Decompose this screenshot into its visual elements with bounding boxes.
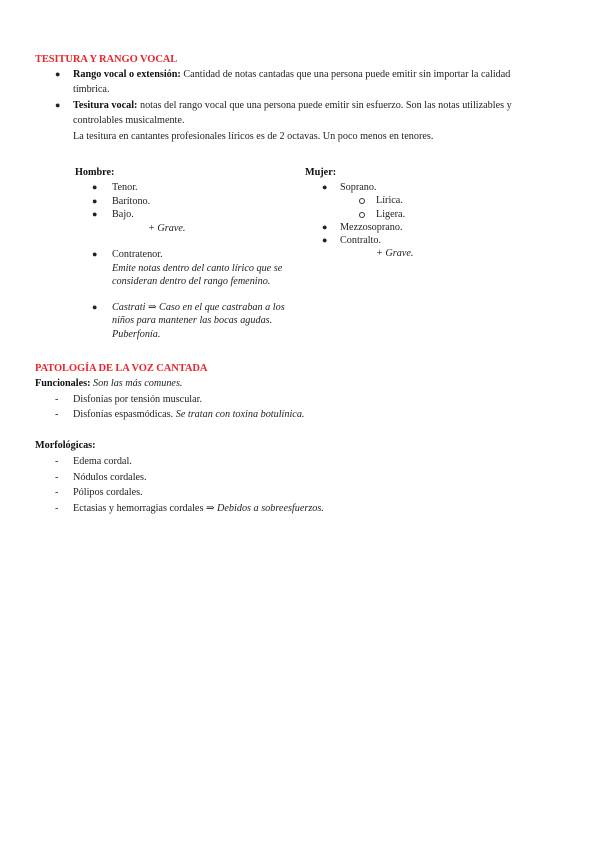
bullet-icon: ● [92, 249, 98, 259]
tesitura-vocal-line2: controlables musicalmente. [73, 115, 185, 126]
arrow-icon: ⇒ [205, 503, 215, 514]
dash-icon: - [55, 394, 59, 405]
dash-icon: - [55, 503, 59, 514]
morfologica-item-2: Nódulos cordales. [73, 472, 147, 483]
bullet-icon: ● [92, 302, 98, 312]
bullet-icon: ● [92, 182, 98, 192]
morfologica-item-4-text: Ectasias y hemorragias cordales [73, 503, 204, 514]
arrow-icon: ⇒ [147, 302, 157, 313]
soprano-ligera: Ligera. [376, 209, 406, 220]
mujer-grave-note: + Grave. [376, 248, 414, 259]
hombre-heading: Hombre: [75, 167, 115, 178]
dash-icon: - [55, 487, 59, 498]
funcional-item-2-note: Se tratan con toxina botulínica. [175, 409, 305, 420]
voice-soprano: Soprano. [340, 182, 377, 193]
hollow-bullet-icon [359, 198, 365, 204]
morfologica-item-3: Pólipos cordales. [73, 487, 143, 498]
voice-bajo: Bajo. [112, 209, 134, 220]
morfologica-item-4 [73, 503, 324, 514]
voice-mezzosoprano: Mezzosoprano. [340, 222, 403, 233]
funcional-item-1: Disfonías por tensión muscular. [73, 394, 203, 405]
bullet-icon: ● [322, 235, 328, 245]
voice-tenor: Tenor. [112, 182, 138, 193]
funcionales-note: Son las más comunes. [93, 378, 183, 389]
tesitura-note: La tesitura en cantantes profesionales líricos es de 2 octavas. Un poco menos en tenores. [73, 131, 434, 142]
castrati-desc-line3: Puberfonía. [112, 329, 161, 340]
bullet-icon: ● [55, 69, 61, 79]
hombre-grave-note: + Grave. [148, 223, 186, 234]
funcionales-heading: Funcionales: [35, 378, 91, 389]
castrati-desc: Caso en el que castraban a los [159, 302, 285, 313]
morfologicas-heading: Morfológicas: [35, 440, 96, 451]
section-title-patologia: PATOLOGÍA DE LA VOZ CANTADA [35, 363, 208, 374]
morfologica-item-1: Edema cordal. [73, 456, 132, 467]
tesitura-vocal-text: notas del rango vocal que una persona puede emitir sin esfuerzo. Son las notas utilizables y [139, 100, 512, 111]
funcionales-line [35, 378, 182, 389]
bullet-icon: ● [92, 196, 98, 206]
dash-icon: - [55, 409, 59, 420]
tesitura-vocal-line1 [73, 100, 512, 111]
funcional-item-2-text: Disfonías espasmódicas. [73, 409, 174, 420]
rango-vocal-term: Rango vocal o extensión: [73, 69, 181, 80]
rango-vocal-line1 [73, 69, 510, 80]
bullet-icon: ● [55, 100, 61, 110]
contratenor-desc-line2: consideran dentro del rango femenino. [112, 276, 271, 287]
bullet-icon: ● [92, 209, 98, 219]
castrati-label: Castrati [112, 302, 146, 313]
dash-icon: - [55, 472, 59, 483]
bullet-icon: ● [322, 222, 328, 232]
voice-contralto: Contralto. [340, 235, 382, 246]
castrati-line1 [112, 302, 285, 313]
soprano-lirica: Lírica. [376, 195, 403, 206]
contratenor-desc-line1: Emite notas dentro del canto lírico que se [112, 263, 283, 274]
tesitura-vocal-term: Tesitura vocal: [73, 100, 138, 111]
voice-baritono: Barítono. [112, 196, 151, 207]
rango-vocal-line2: tímbrica. [73, 84, 110, 95]
funcional-item-2 [73, 409, 304, 420]
section-title-tesitura: TESITURA Y RANGO VOCAL [35, 54, 178, 65]
bullet-icon: ● [322, 182, 328, 192]
hollow-bullet-icon [359, 212, 365, 218]
voice-contratenor: Contratenor. [112, 249, 163, 260]
morfologica-item-4-note: Debidos a sobreesfuerzos. [217, 503, 324, 514]
rango-vocal-text: Cantidad de notas cantadas que una persona puede emitir sin importar la calidad [183, 69, 511, 80]
castrati-desc-line2: niños para mantener las bocas agudas. [112, 315, 273, 326]
dash-icon: - [55, 456, 59, 467]
mujer-heading: Mujer: [305, 167, 337, 178]
